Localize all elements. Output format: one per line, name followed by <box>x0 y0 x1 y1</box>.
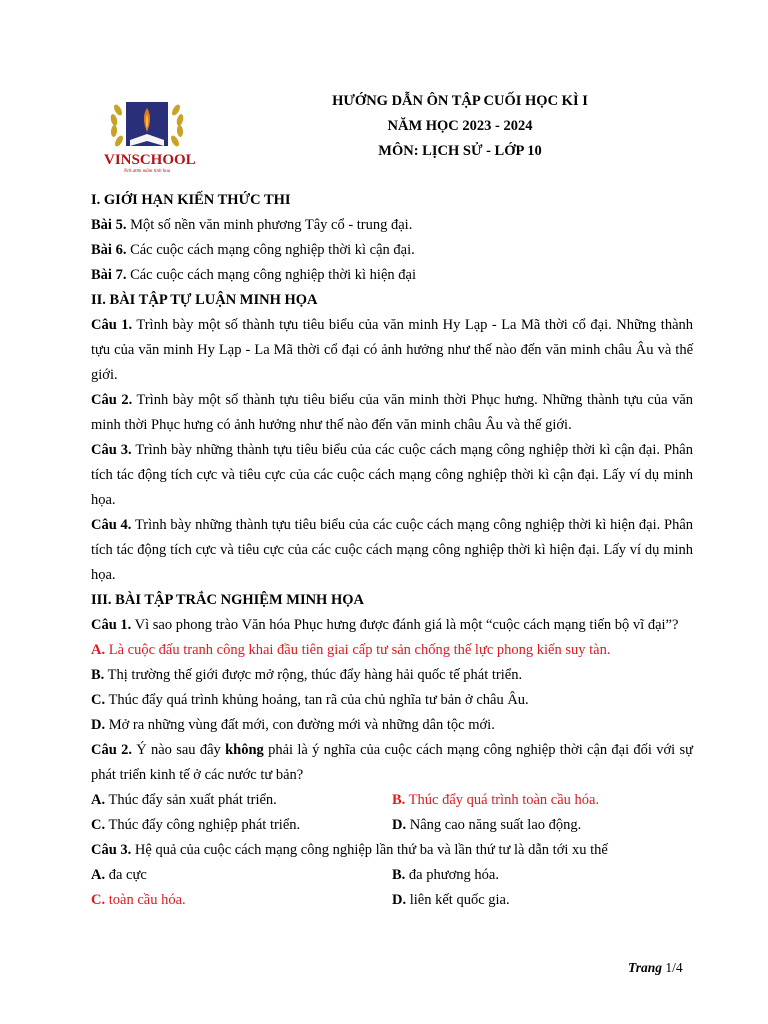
essay-question-2: Câu 2. Trình bày một số thành tựu tiêu biểu của văn minh thời Phục hưng. Những thành tựu của văn minh thời Phục hưng có ảnh hưởng như thế nào đến văn minh châu Âu và thế giới. <box>91 392 694 433</box>
doc-title-line1: HƯỚNG DẪN ÔN TẬP CUỐI HỌC KÌ I <box>332 93 588 109</box>
mc-option-correct: B. Thúc đẩy quá trình toàn cầu hóa. <box>392 792 600 808</box>
essay-question-3: Câu 3. Trình bày những thành tựu tiêu biểu của các cuộc cách mạng công nghiệp thời kì cận đại. Phân tích tác động tích cực và tiêu cực của các cuộc cách mạng công nghiệp thời kì cận đại. Lấy ví dụ minh họa. <box>91 442 693 508</box>
logo-emblem-icon <box>104 96 190 154</box>
list-item: Bài 5. Một số nền văn minh phương Tây cổ - trung đại. <box>91 217 413 233</box>
logo-tagline: Nơi ươm mầm tinh hoa <box>123 169 171 174</box>
list-item: Bài 6. Các cuộc cách mạng công nghiệp thời kì cận đại. <box>91 242 415 258</box>
mc-question-3: Câu 3. Hệ quả của cuộc cách mạng công nghiệp lần thứ ba và lần thứ tư là dẫn tới xu thế <box>91 842 608 858</box>
mc-option: C. Thúc đẩy công nghiệp phát triển. <box>91 817 301 833</box>
document-body <box>91 188 693 913</box>
mc-option: B. đa phương hóa. <box>392 867 499 883</box>
mc-option-row <box>91 788 693 813</box>
mc-option-correct: A. Là cuộc đấu tranh công khai đầu tiên giai cấp tư sản chống thế lực phong kiến suy tàn. <box>91 642 611 658</box>
essay-question-1: Câu 1. Trình bày một số thành tựu tiêu biểu của văn minh Hy Lạp - La Mã thời cổ đại. Những thành tựu của văn minh Hy Lạp - La Mã thời cổ đại có ảnh hưởng như thế nào đến văn minh châu Âu và thế giới. <box>91 317 693 383</box>
mc-option: A. đa cực <box>91 867 147 883</box>
mc-option: C. Thúc đẩy quá trình khủng hoảng, tan rã của chủ nghĩa tư bản ở châu Âu. <box>91 692 529 708</box>
section-heading-1: I. GIỚI HẠN KIẾN THỨC THI <box>91 192 291 208</box>
vinschool-logo <box>104 96 196 176</box>
list-item: Bài 7. Các cuộc cách mạng công nghiệp thời kì hiện đại <box>91 267 416 283</box>
page-number: Trang 1/4 <box>628 960 683 975</box>
mc-option: D. Nâng cao năng suất lao động. <box>392 817 582 833</box>
mc-option: D. Mở ra những vùng đất mới, con đường mới và những dân tộc mới. <box>91 717 495 733</box>
mc-option-row <box>91 813 693 838</box>
section-heading-2: II. BÀI TẬP TỰ LUẬN MINH HỌA <box>91 292 318 308</box>
doc-title-line2: NĂM HỌC 2023 - 2024 <box>387 118 533 134</box>
mc-option: B. Thị trường thế giới được mở rộng, thúc đẩy hàng hải quốc tế phát triển. <box>91 667 523 683</box>
logo-text: VINSCHOOL <box>104 152 196 168</box>
mc-option: D. liên kết quốc gia. <box>392 892 510 908</box>
doc-title-line3: MÔN: LỊCH SỬ - LỚP 10 <box>378 143 542 159</box>
mc-option-row <box>91 888 693 913</box>
mc-question-2: Câu 2. Ý nào sau đây không phải là ý nghĩa của cuộc cách mạng công nghiệp thời cận đại đối với sự phát triển kinh tế ở các nước tư bản? <box>91 742 693 783</box>
mc-option-row <box>91 863 693 888</box>
mc-question-1: Câu 1. Vì sao phong trào Văn hóa Phục hưng được đánh giá là một “cuộc cách mạng tiến bộ vĩ đại”? <box>91 617 679 633</box>
section-heading-3: III. BÀI TẬP TRẮC NGHIỆM MINH HỌA <box>91 592 364 608</box>
mc-option-correct: C. toàn cầu hóa. <box>91 892 186 908</box>
essay-question-4: Câu 4. Trình bày những thành tựu tiêu biểu của các cuộc cách mạng công nghiệp thời kì hiện đại. Phân tích tác động tích cực và tiêu cực của các cuộc cách mạng công nghiệp thời kì hiện đại. Lấy ví dụ minh họa. <box>91 517 694 583</box>
mc-option: A. Thúc đẩy sản xuất phát triển. <box>91 792 277 808</box>
